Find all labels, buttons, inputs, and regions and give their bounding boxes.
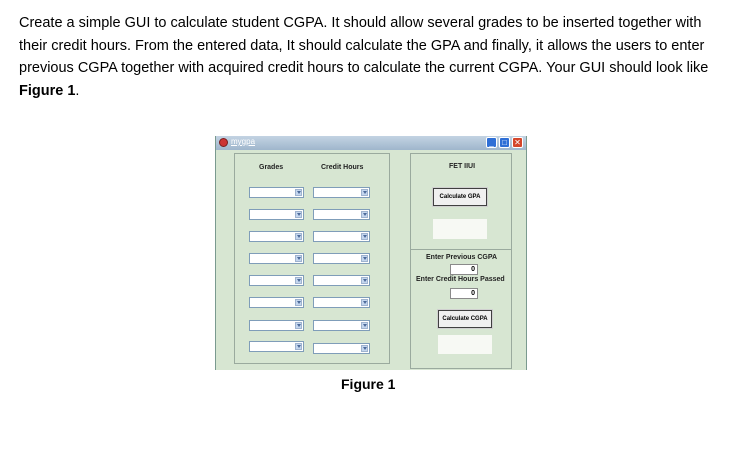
grades-header: Grades (259, 164, 284, 171)
dropdown-arrow-icon (361, 255, 368, 262)
figure-reference: Figure 1 (19, 82, 76, 99)
dropdown-arrow-icon (361, 277, 368, 284)
results-panel (410, 153, 512, 369)
calculate-gpa-button[interactable]: Calculate GPA (433, 188, 487, 206)
app-icon (219, 138, 228, 147)
credit-select-6[interactable] (313, 297, 370, 308)
dropdown-arrow-icon (295, 343, 302, 350)
credit-hours-passed-label: Enter Credit Hours Passed (416, 276, 505, 283)
close-icon[interactable]: ✕ (512, 137, 523, 148)
dropdown-arrow-icon (361, 322, 368, 329)
dropdown-arrow-icon (361, 211, 368, 218)
panel-divider (411, 249, 511, 250)
grade-select-1[interactable] (249, 187, 304, 198)
dropdown-arrow-icon (295, 299, 302, 306)
previous-cgpa-label: Enter Previous CGPA (426, 254, 498, 261)
window-title: mygpa (231, 137, 256, 146)
minimize-icon[interactable]: _ (486, 137, 497, 148)
dropdown-arrow-icon (295, 211, 302, 218)
window-titlebar[interactable] (216, 136, 526, 150)
credit-select-2[interactable] (313, 209, 370, 220)
credit-select-4[interactable] (313, 253, 370, 264)
credit-select-8[interactable] (313, 343, 370, 354)
credit-select-1[interactable] (313, 187, 370, 198)
credit-select-7[interactable] (313, 320, 370, 331)
dropdown-arrow-icon (295, 277, 302, 284)
grade-select-5[interactable] (249, 275, 304, 286)
grade-select-4[interactable] (249, 253, 304, 264)
question-text: Create a simple GUI to calculate student CGPA. It should allow several grades to be inserted together with their credit hours. From the entered data, It should calculate the GPA and finally, it allows the users to enter previous CGPA together with acquired credit hours to calculate the current CGPA. Your GUI should look like (19, 15, 709, 76)
grade-select-2[interactable] (249, 209, 304, 220)
credit-hours-header: Credit Hours (321, 164, 364, 171)
dropdown-arrow-icon (361, 189, 368, 196)
grade-select-6[interactable] (249, 297, 304, 308)
figure-caption: Figure 1 (341, 376, 396, 392)
dropdown-arrow-icon (361, 299, 368, 306)
cgpa-output (438, 335, 492, 354)
grade-select-3[interactable] (249, 231, 304, 242)
question-period: . (75, 82, 80, 99)
dropdown-arrow-icon (361, 345, 368, 352)
dropdown-arrow-icon (295, 189, 302, 196)
dropdown-arrow-icon (295, 233, 302, 240)
gpa-output (433, 219, 487, 239)
mygpa-window (215, 136, 527, 370)
grades-panel (234, 153, 390, 364)
credit-select-3[interactable] (313, 231, 370, 242)
credit-select-5[interactable] (313, 275, 370, 286)
dropdown-arrow-icon (361, 233, 368, 240)
dropdown-arrow-icon (295, 322, 302, 329)
dropdown-arrow-icon (295, 255, 302, 262)
question-paragraph (19, 12, 724, 102)
previous-cgpa-input[interactable]: 0 (450, 264, 478, 275)
grade-select-8[interactable] (249, 341, 304, 352)
panel-header: FET IIUI (449, 163, 476, 170)
maximize-icon[interactable]: □ (499, 137, 510, 148)
grade-select-7[interactable] (249, 320, 304, 331)
credit-hours-passed-input[interactable]: 0 (450, 288, 478, 299)
calculate-cgpa-button[interactable]: Calculate CGPA (438, 310, 492, 328)
